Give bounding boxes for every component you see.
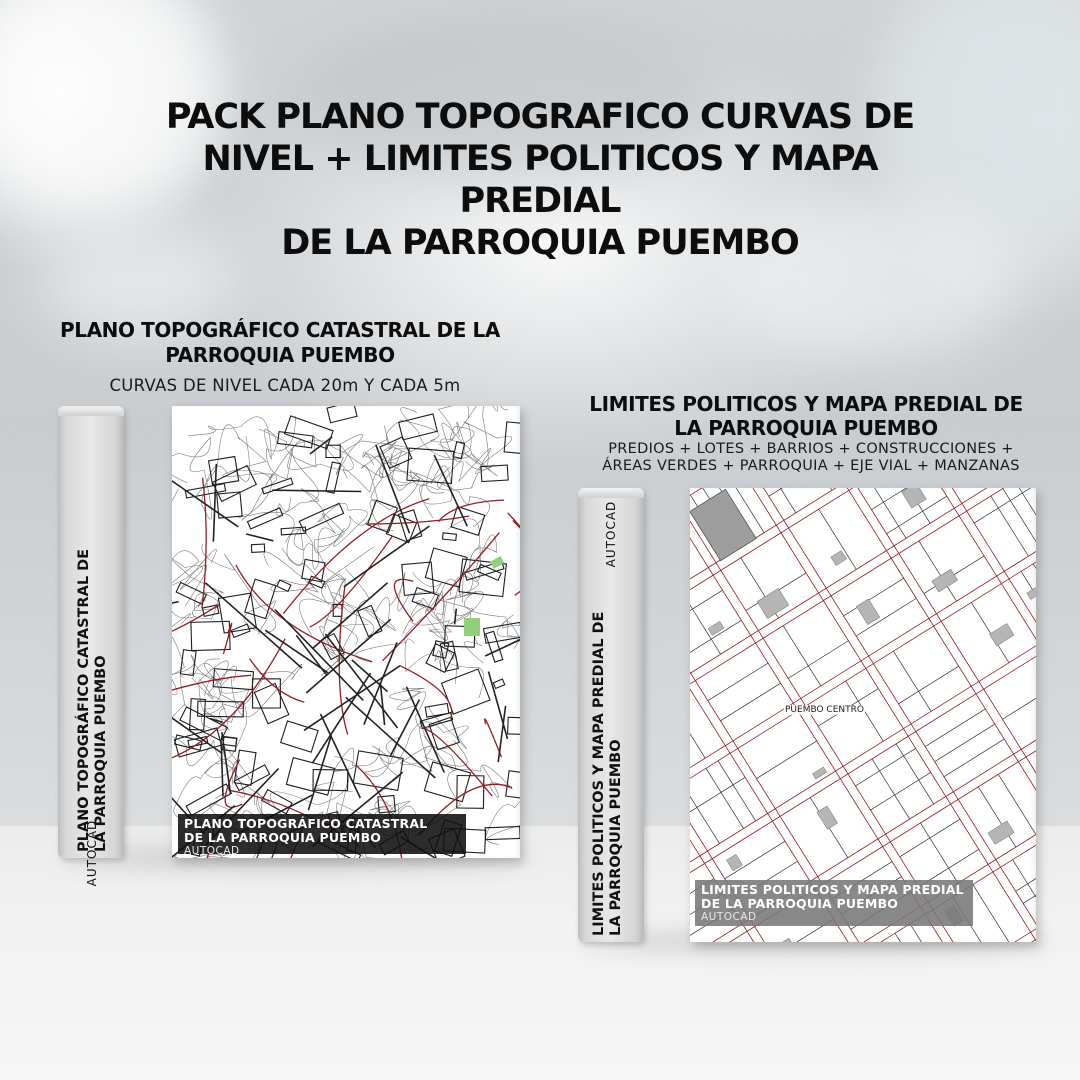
street-line: [304, 666, 400, 731]
right-spine-title-line-1: LIMITES POLITICOS Y MAPA PREDIAL DE: [591, 611, 607, 936]
street-line: [308, 735, 331, 810]
left-book-spine: [58, 406, 124, 887]
city-block: [442, 669, 491, 714]
lot-line: [935, 724, 995, 762]
right-product-title: [566, 392, 1046, 440]
lot-line: [1016, 854, 1036, 892]
city-block: [262, 790, 292, 814]
street-line: [313, 583, 388, 648]
city-block: [399, 414, 438, 440]
street-line: [434, 455, 467, 526]
city-block: [191, 621, 230, 650]
road-line: [283, 499, 429, 614]
street-line: [498, 706, 505, 762]
spine-top-cap: [58, 406, 124, 416]
lot-line: [788, 641, 848, 679]
city-block: [485, 827, 520, 840]
main-title-line-2: NIVEL + LIMITES POLITICOS Y MAPA PREDIAL: [202, 139, 878, 221]
lot-line: [690, 698, 705, 758]
building-footprint: [831, 551, 847, 566]
city-block: [425, 704, 449, 718]
street-line: [306, 619, 391, 693]
building-footprint: [1027, 581, 1036, 600]
road-edge: [690, 517, 1036, 942]
lot-line: [895, 933, 933, 942]
left-cover-software: AUTOCAD: [184, 845, 240, 857]
main-title: [120, 96, 960, 264]
city-block: [504, 422, 520, 456]
contour-line: [235, 436, 304, 520]
right-product-caption: [566, 441, 1056, 475]
right-product-caption-line-2: ÁREAS VERDES + PARROQUIA + EJE VIAL + MANZANAS: [602, 458, 1020, 474]
lot-line: [944, 739, 1004, 777]
city-block: [378, 795, 396, 812]
left-spine-title-line-1: PLANO TOPOGRÁFICO CATASTRAL DE: [76, 548, 92, 852]
city-block: [286, 758, 334, 795]
street-line: [205, 583, 302, 668]
city-block: [481, 465, 508, 481]
left-product-title: [40, 318, 520, 368]
building-footprint: [856, 599, 879, 625]
right-cover-title-band: [695, 880, 973, 926]
lot-line: [690, 590, 723, 628]
building-footprint: [757, 588, 789, 618]
building-footprint: [932, 569, 958, 592]
contour-line: [485, 784, 520, 845]
contour-line: [314, 456, 392, 552]
right-spine-software: AUTOCAD: [604, 500, 618, 568]
lot-line: [769, 488, 829, 496]
city-block: [253, 679, 281, 708]
right-spine-title: [591, 596, 625, 936]
left-spine-title-line-2: LA PARROQUIA PUEMBO: [93, 655, 109, 852]
building-footprint: [708, 621, 724, 635]
city-block: [299, 503, 343, 531]
map-place-label: PUEMBO CENTRO: [785, 705, 864, 715]
building-footprint: [989, 623, 1014, 645]
street-line: [321, 714, 361, 798]
road-edge: [690, 488, 1036, 907]
city-block: [278, 432, 314, 448]
contour-line: [333, 748, 399, 794]
lot-line: [910, 924, 948, 942]
main-title-line-3: DE LA PARROQUIA PUEMBO: [281, 223, 799, 263]
city-block: [412, 588, 438, 609]
main-title-line-1: PACK PLANO TOPOGRAFICO CURVAS DE: [165, 97, 915, 137]
right-product-title-line-1: LIMITES POLITICOS Y MAPA PREDIAL DE: [589, 392, 1023, 416]
city-block: [424, 762, 470, 802]
street-line: [172, 602, 179, 614]
building-footprint: [988, 821, 1014, 844]
road-edge: [690, 488, 1001, 942]
lot-line: [1002, 682, 1036, 720]
left-product-title-line-2: PARROQUIA PUEMBO: [165, 343, 395, 367]
left-book-cover: [172, 406, 520, 858]
predial-map: [690, 488, 1036, 942]
left-cover-title-line-1: PLANO TOPOGRÁFICO CATASTRAL: [184, 816, 428, 831]
street-line: [296, 635, 327, 675]
city-block: [251, 544, 264, 552]
lot-line: [1013, 860, 1036, 920]
predial-grid: [690, 488, 1036, 942]
lot-line: [1003, 488, 1036, 548]
lot-line: [925, 709, 985, 747]
road-line: [250, 659, 305, 702]
right-book-spine: [578, 488, 644, 942]
left-spine-title: [76, 522, 110, 852]
left-product-title-line-1: PLANO TOPOGRÁFICO CATASTRAL DE LA: [60, 318, 500, 342]
right-product-caption-line-1: PREDIOS + LOTES + BARRIOS + CONSTRUCCIONES +: [608, 441, 1014, 457]
road-line: [515, 505, 520, 595]
road-edge: [769, 488, 1036, 942]
building-footprint: [772, 938, 799, 942]
road-edge: [690, 488, 1036, 899]
street-line: [489, 672, 508, 739]
contour-line: [276, 441, 345, 516]
city-block: [353, 751, 403, 790]
right-cover-title-line-2: DE LA PARROQUIA PUEMBO: [701, 896, 899, 911]
building-footprint: [817, 806, 838, 829]
building-footprint: [690, 489, 756, 560]
city-block: [262, 478, 293, 494]
road-line: [508, 513, 520, 536]
street-line: [407, 687, 445, 773]
lot-line: [720, 683, 780, 721]
building-footprint: [902, 488, 927, 508]
right-cover-title-line-1: LIMITES POLITICOS Y MAPA PREDIAL: [701, 882, 964, 897]
city-block: [493, 679, 504, 688]
contour-line: [205, 759, 270, 805]
city-block: [426, 644, 454, 673]
city-block: [506, 771, 520, 799]
contour-line: [400, 726, 467, 766]
left-cover-title-line-2: DE LA PARROQUIA PUEMBO: [184, 830, 382, 845]
street-line: [455, 609, 457, 625]
contour-line: [410, 576, 473, 641]
road-edge: [701, 488, 1036, 942]
lot-line: [783, 626, 821, 686]
road-edge: [690, 488, 1008, 942]
road-edge: [776, 488, 1036, 942]
lot-line: [690, 783, 720, 843]
lot-line: [757, 741, 817, 779]
lot-line: [991, 496, 1029, 556]
right-product-title-line-2: LA PARROQUIA PUEMBO: [674, 416, 938, 440]
contour-line: [172, 427, 178, 505]
street-line: [246, 534, 273, 541]
city-block: [442, 533, 456, 541]
building-footprint: [727, 854, 743, 870]
left-product-caption: CURVAS DE NIVEL CADA 20m Y CADA 5m: [109, 376, 461, 395]
building-footprint: [812, 767, 826, 779]
contour-line: [405, 639, 457, 684]
city-block: [508, 717, 520, 735]
lot-line: [708, 663, 768, 701]
left-spine-software: AUTOCAD: [85, 819, 99, 887]
lot-line: [973, 885, 1011, 942]
right-spine-title-line-2: LA PARROQUIA PUEMBO: [608, 739, 624, 936]
right-cover-software: AUTOCAD: [701, 911, 757, 923]
street-line: [213, 464, 216, 542]
lot-line: [1023, 866, 1036, 904]
city-block: [327, 406, 357, 423]
right-book-cover: [690, 488, 1036, 942]
street-line: [325, 634, 397, 728]
lot-line: [898, 666, 958, 704]
green-area: [464, 618, 480, 636]
city-block: [209, 457, 239, 485]
contour-line: [419, 448, 490, 518]
city-block: [254, 683, 288, 723]
lot-line: [794, 488, 832, 490]
green-area: [490, 556, 504, 569]
topographic-map: [172, 406, 520, 858]
left-cover-title-band: [178, 814, 466, 857]
city-block: [176, 583, 206, 605]
street-line: [272, 490, 361, 491]
contour-line: [188, 417, 276, 460]
city-block: [451, 507, 485, 536]
lot-line: [893, 651, 931, 711]
city-block: [358, 605, 382, 636]
contour-line: [259, 429, 383, 477]
